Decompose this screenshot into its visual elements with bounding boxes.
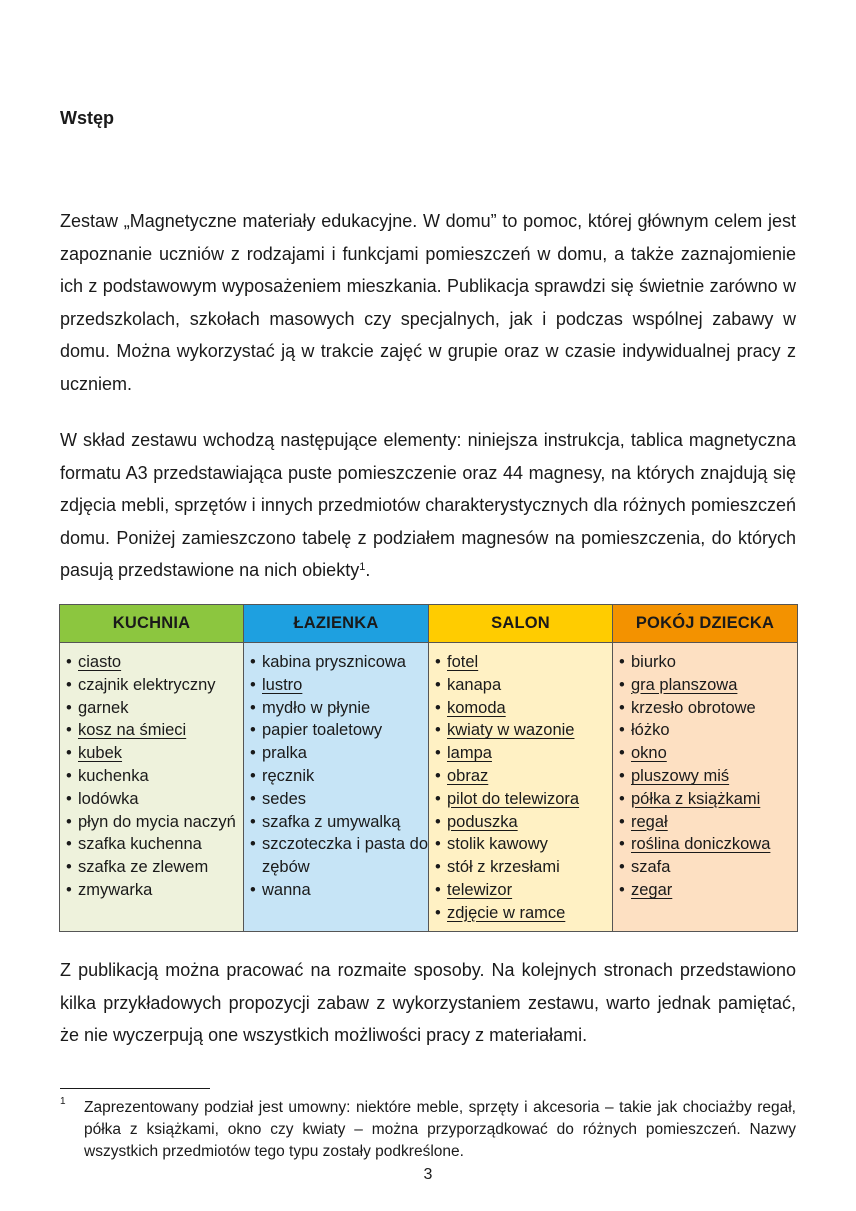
item-label: szafka kuchenna [78, 835, 202, 854]
list-item [250, 651, 428, 674]
item-label: zegar [631, 880, 673, 899]
item-label: zmywarka [78, 880, 153, 899]
list-item [619, 674, 797, 697]
footnote-number: 1 [60, 1096, 66, 1107]
item-label: papier toaletowy [262, 721, 383, 740]
item-label: szafka ze zlewem [78, 858, 209, 877]
table-row [60, 643, 798, 932]
list-item [435, 833, 612, 856]
column-kuchnia [60, 643, 244, 932]
list-item [435, 879, 612, 902]
item-label: kuchenka [78, 766, 149, 785]
item-list [250, 651, 428, 902]
item-label: regał [631, 812, 668, 831]
item-label: obraz [447, 766, 489, 785]
item-label: wanna [262, 880, 311, 899]
item-list [619, 651, 797, 902]
list-item [619, 856, 797, 879]
item-label: łóżko [631, 721, 670, 740]
footnote-text: Zaprezentowany podział jest umowny: niektóre meble, sprzęty i akcesoria – takie jak chociażby regał, półka z książkami, okno czy kwiaty – można przyporządkować do różnych pomieszczeń. Nazwy wszystkich przedmiotów tego typu zostały podkreślone. [84, 1099, 796, 1160]
list-item [250, 765, 428, 788]
list-item [435, 856, 612, 879]
item-label: biurko [631, 653, 676, 671]
list-item [435, 788, 612, 811]
list-item [435, 651, 612, 674]
list-item [250, 742, 428, 765]
list-item [66, 788, 243, 811]
list-item [619, 719, 797, 742]
item-label: szczoteczka i pasta do zębów [262, 835, 428, 877]
item-label: kosz na śmieci [78, 721, 187, 740]
item-label: lampa [447, 744, 492, 763]
list-item [66, 879, 243, 902]
item-label: pilot do telewizora [447, 789, 580, 808]
page-number: 3 [423, 1166, 433, 1183]
list-item [619, 765, 797, 788]
section-heading: Wstęp [60, 108, 114, 128]
footnote-reference[interactable]: 1 [359, 561, 366, 573]
list-item [66, 651, 243, 674]
item-label: kanapa [447, 675, 502, 694]
item-label: krzesło obrotowe [631, 698, 756, 717]
list-item [250, 811, 428, 834]
list-item [619, 833, 797, 856]
usage-paragraph: Z publikacją można pracować na rozmaite sposoby. Na kolejnych stronach przedstawiono kilka przykładowych propozycji zabaw z wykorzystaniem zestawu, warto jednak pamiętać, że nie wyczerpują one wszystkich możliwości pracy z materiałami. [60, 960, 796, 1045]
list-item [66, 742, 243, 765]
list-item [435, 719, 612, 742]
item-label: szafa [631, 858, 671, 877]
list-item [66, 765, 243, 788]
column-pokoj-dziecka [613, 643, 798, 932]
list-item [435, 674, 612, 697]
item-label: półka z książkami [631, 789, 761, 808]
list-item [619, 811, 797, 834]
list-item [250, 674, 428, 697]
list-item [435, 765, 612, 788]
header-salon: SALON [429, 605, 613, 643]
footnote-divider [60, 1088, 210, 1089]
table-header-row [60, 605, 798, 643]
item-label: stół z krzesłami [447, 858, 560, 877]
list-item [66, 697, 243, 720]
list-item [66, 833, 243, 856]
item-label: kwiaty w wazonie [447, 721, 575, 740]
list-item [619, 697, 797, 720]
item-label: ciasto [78, 653, 122, 671]
list-item [250, 719, 428, 742]
item-label: kabina prysznicowa [262, 653, 406, 671]
list-item [435, 811, 612, 834]
list-item [619, 742, 797, 765]
item-label: płyn do mycia naczyń [78, 812, 236, 831]
item-label: kubek [78, 744, 123, 763]
column-salon [429, 643, 613, 932]
list-item [66, 811, 243, 834]
item-label: pralka [262, 744, 307, 763]
list-item [66, 856, 243, 879]
header-lazienka: ŁAZIENKA [244, 605, 429, 643]
item-label: fotel [447, 653, 479, 671]
item-label: telewizor [447, 880, 513, 899]
list-item [619, 651, 797, 674]
item-label: pluszowy miś [631, 766, 730, 785]
item-label: czajnik elektryczny [78, 675, 216, 694]
item-list [66, 651, 243, 902]
item-label: lustro [262, 675, 303, 694]
item-label: mydło w płynie [262, 698, 371, 717]
item-list [435, 651, 612, 925]
list-item [619, 879, 797, 902]
item-label: gra planszowa [631, 675, 738, 694]
item-label: komoda [447, 698, 506, 717]
item-label: poduszka [447, 812, 518, 831]
list-item [435, 697, 612, 720]
list-item [250, 697, 428, 720]
header-pokoj-dziecka: POKÓJ DZIECKA [613, 605, 798, 643]
item-label: szafka z umywalką [262, 812, 401, 831]
column-lazienka [244, 643, 429, 932]
item-label: garnek [78, 698, 129, 717]
list-item [66, 674, 243, 697]
intro-paragraph: Zestaw „Magnetyczne materiały edukacyjne. W domu” to pomoc, której głównym celem jest zapoznanie uczniów z rodzajami i funkcjami pomieszczeń w domu, a także zaznajomienie ich z podstawowym wyposażeniem mieszkania. Publikacja sprawdzi się świetnie zarówno w przedszkolach, szkołach masowych czy specjalnych, jak i podczas wspólnej zabawy w domu. Można wykorzystać ją w trakcie zajęć w grupie oraz w czasie indywidualnej pracy z uczniem. [60, 211, 796, 394]
list-item [66, 719, 243, 742]
list-item [435, 742, 612, 765]
rooms-table [59, 604, 798, 932]
item-label: stolik kawowy [447, 835, 548, 854]
item-label: lodówka [78, 789, 139, 808]
item-label: zdjęcie w ramce [447, 903, 566, 922]
list-item [435, 902, 612, 925]
list-item [619, 788, 797, 811]
list-item [250, 879, 428, 902]
list-item [250, 833, 428, 879]
item-label: ręcznik [262, 766, 315, 785]
item-label: sedes [262, 789, 307, 808]
contents-paragraph: W skład zestawu wchodzą następujące elementy: niniejsza instrukcja, tablica magnetyczna formatu A3 przedstawiająca puste pomieszczenie oraz 44 magnesy, na których znajdują się zdjęcia mebli, sprzętów i innych przedmiotów charakterystycznych dla różnych pomieszczeń domu. Poniżej zamieszczono tabelę z podziałem magnesów na pomieszczenia, do których pasują przedstawione na nich obiekty$^1$. [60, 430, 796, 580]
list-item [250, 788, 428, 811]
item-label: okno [631, 744, 667, 763]
item-label: roślina doniczkowa [631, 835, 771, 854]
header-kuchnia: KUCHNIA [60, 605, 244, 643]
